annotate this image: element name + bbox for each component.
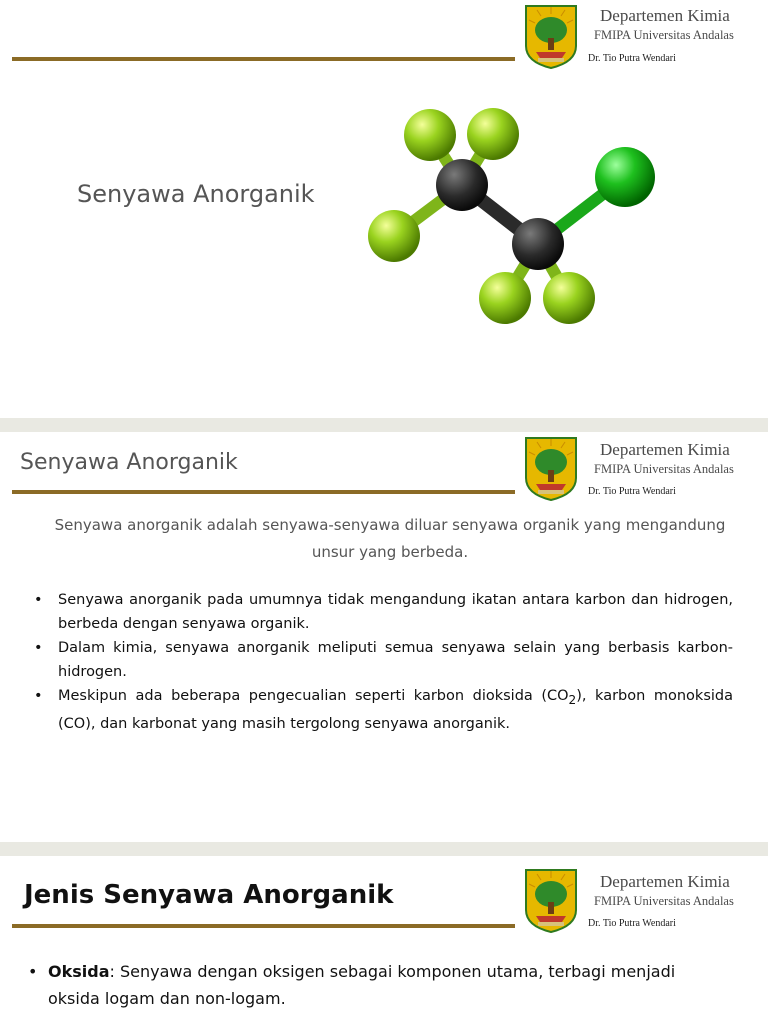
slide-title xyxy=(0,0,768,418)
header-rule xyxy=(12,57,515,61)
list-item-text: : Senyawa dengan oksigen sebagai komponen utama, terbagi menjadi oksida logam dan non-logam. xyxy=(48,962,676,1008)
subscript: 2 xyxy=(568,692,577,707)
slide-types xyxy=(0,856,768,1024)
list-item: • Dalam kimia, senyawa anorganik meliputi semua senyawa selain yang berbasis karbon-hidrogen. xyxy=(34,636,733,684)
list-item: • Senyawa anorganik pada umumnya tidak mengandung ikatan antara karbon dan hidrogen, berbeda dengan senyawa organik. xyxy=(34,588,733,636)
header-rule xyxy=(12,490,515,494)
list-item xyxy=(34,684,733,736)
header-rule xyxy=(12,924,515,928)
author-name: Dr. Tio Putra Wendari xyxy=(588,486,676,497)
slide-title-text: Jenis Senyawa Anorganik xyxy=(24,880,394,910)
department-name: Departemen Kimia xyxy=(600,440,730,459)
definition-text: Senyawa anorganik adalah senyawa-senyawa diluar senyawa organik yang mengandung unsur yang berbeda. xyxy=(54,516,726,561)
university-logo-icon xyxy=(522,866,580,934)
list-item xyxy=(28,958,688,1012)
university-logo-icon xyxy=(522,2,580,70)
list-item-text: ), karbon monoksida (CO), dan karbonat yang masih tergolong senyawa anorganik. xyxy=(58,688,733,732)
faculty-name: FMIPA Universitas Andalas xyxy=(594,894,734,908)
author-name: Dr. Tio Putra Wendari xyxy=(588,53,676,64)
slide-title-text: Senyawa Anorganik xyxy=(77,180,315,208)
department-name: Departemen Kimia xyxy=(600,6,730,25)
bullet-list xyxy=(34,588,733,736)
slide-title-text: Senyawa Anorganik xyxy=(20,450,238,475)
department-name: Departemen Kimia xyxy=(600,872,730,891)
university-logo-icon xyxy=(522,434,580,502)
faculty-name: FMIPA Universitas Andalas xyxy=(594,28,734,42)
molecule-image xyxy=(360,98,660,328)
term-label: Oksida xyxy=(48,962,110,981)
author-name: Dr. Tio Putra Wendari xyxy=(588,918,676,929)
list-item-text: Meskipun ada beberapa pengecualian seperti karbon dioksida (CO xyxy=(58,688,569,704)
bullet-list xyxy=(28,958,688,1012)
slide-definition xyxy=(0,432,768,842)
faculty-name: FMIPA Universitas Andalas xyxy=(594,462,734,476)
